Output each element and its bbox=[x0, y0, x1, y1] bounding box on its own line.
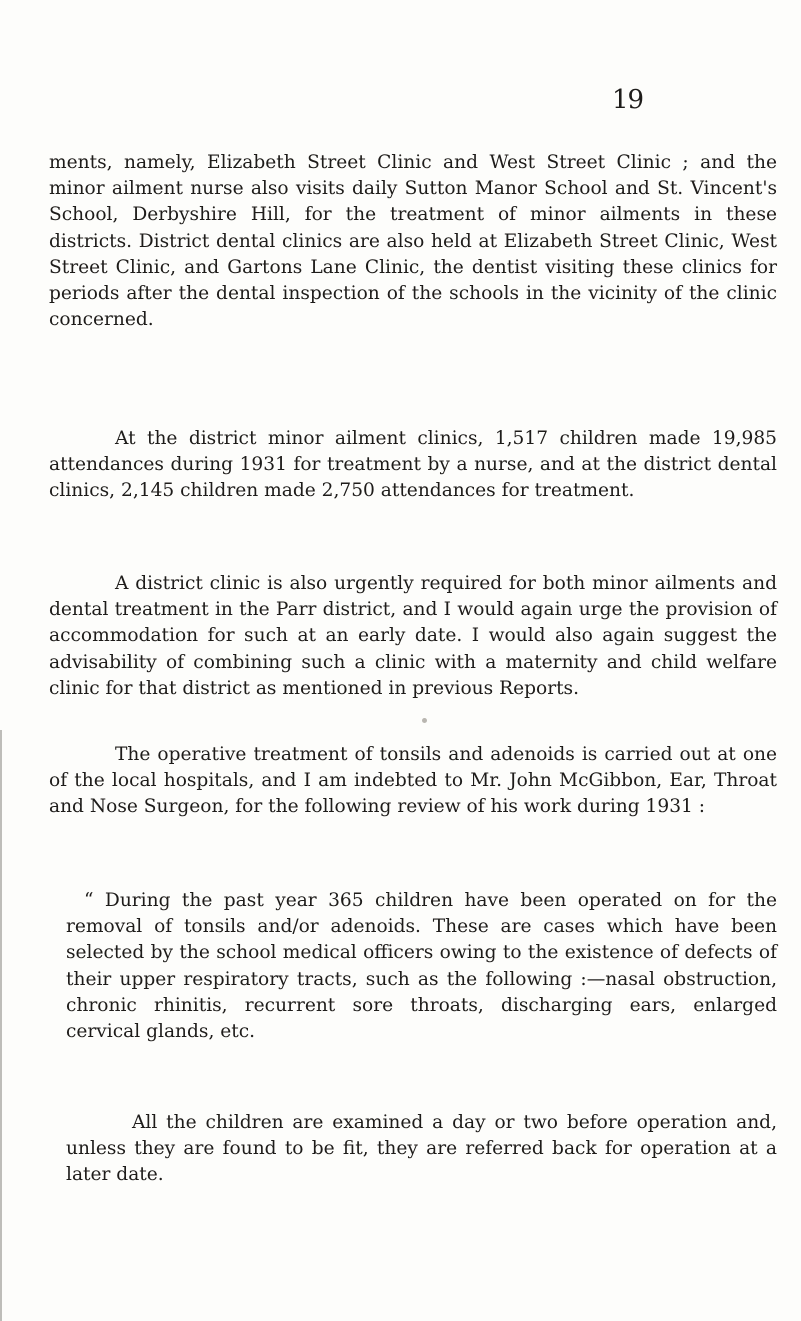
left-margin-scan-edge bbox=[0, 730, 2, 1321]
paragraph-parr-district-clinic: A district clinic is also urgently required for both minor ailments and dental treatment in the Parr district, and I would again urge the provision of accommodation for such at an early date. I would also again suggest the advisability of combining such a clinic with a maternity and child welfare clinic for that district as mentioned in previous Reports. bbox=[49, 573, 777, 699]
ink-speck bbox=[422, 718, 427, 723]
paragraph-clinic-arrangements: ments, namely, Elizabeth Street Clinic and West Street Clinic ; and the minor ailment nurse also visits daily Sutton Manor School and St. Vincent's School, Derbyshire Hill, for the treatment of minor ailments in these districts. District dental clinics are also held at Elizabeth Street Clinic, West Street Clinic, and Gartons Lane Clinic, the dentist visiting these clinics for periods after the dental inspection of the schools in the vicinity of the clinic concerned. bbox=[49, 152, 777, 331]
quote-paragraph-examination: All the children are examined a day or two before operation and, unless they are found to be fit, they are referred back for operation at a later date. bbox=[66, 1112, 777, 1186]
paragraph-tonsils-adenoids-intro: The operative treatment of tonsils and adenoids is carried out at one of the local hospitals, and I am indebted to Mr. John McGibbon, Ear, Throat and Nose Surgeon, for the following review of his work during 1931 : bbox=[49, 744, 777, 818]
page-number: 19 bbox=[612, 85, 644, 115]
paragraph-attendance-figures: At the district minor ailment clinics, 1,517 children made 19,985 attendances during 1931 for treatment by a nurse, and at the district dental clinics, 2,145 children made 2,750 attendances for treatment. bbox=[49, 428, 777, 502]
quote-paragraph-operations: “ During the past year 365 children have been operated on for the removal of tonsils and/or adenoids. These are cases which have been selected by the school medical officers owing to the existence of defects of their upper respiratory tracts, such as the following :—nasal obstruction, chronic rhinitis, recurrent sore throats, discharging ears, enlarged cervical glands, etc. bbox=[66, 890, 777, 1043]
